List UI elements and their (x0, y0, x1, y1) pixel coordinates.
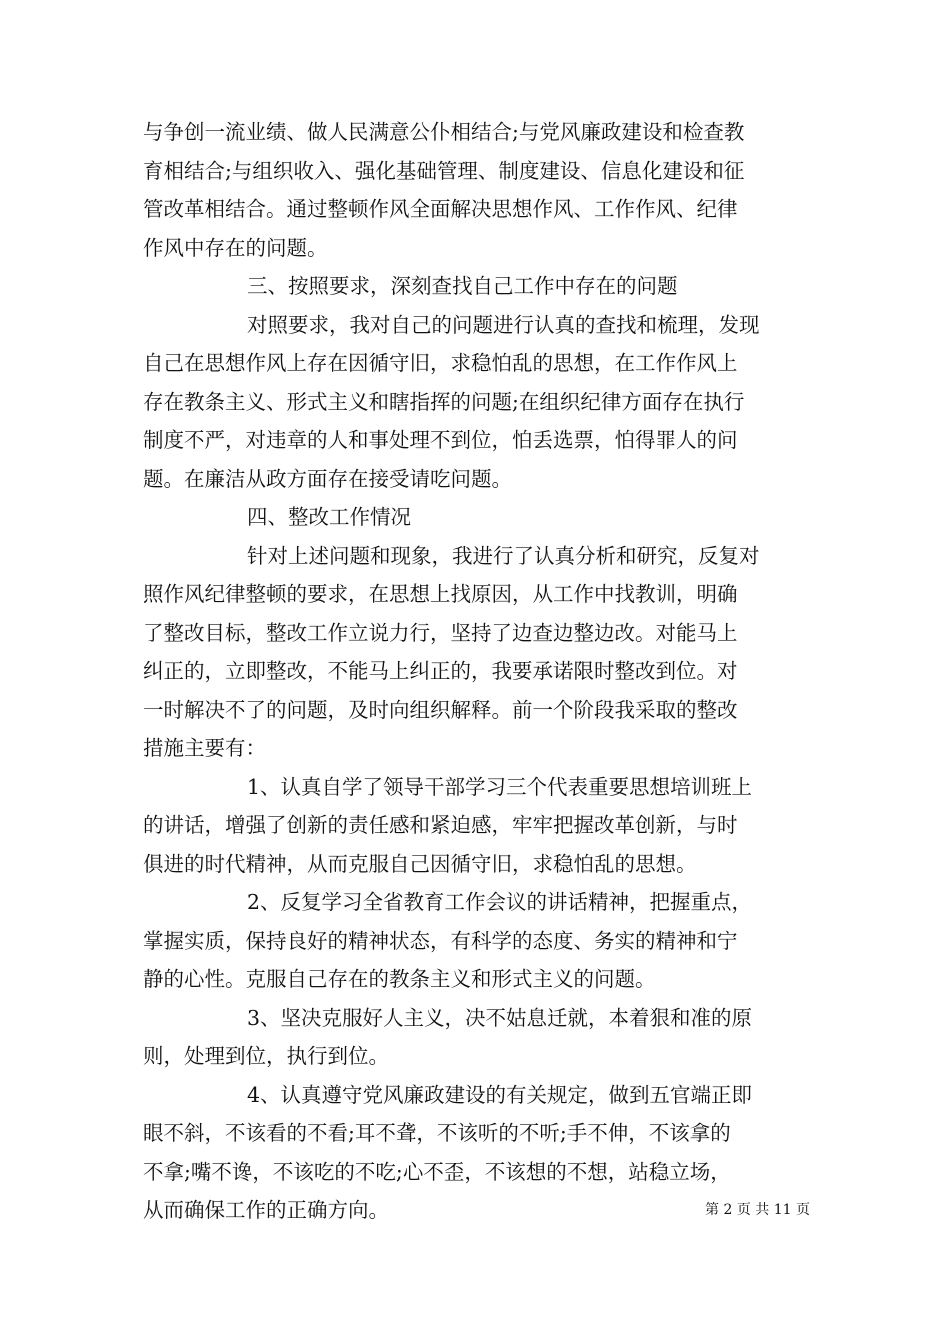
text-line: 照作风纪律整顿的要求，在思想上找原因，从工作中找教训，明确 (143, 582, 738, 606)
section-heading: 三、按照要求，深刻查找自己工作中存在的问题 (247, 274, 678, 298)
document-body (143, 113, 808, 1230)
text-line: 自己在思想作风上存在因循守旧，求稳怕乱的思想，在工作作风上 (143, 351, 738, 375)
section-heading: 四、整改工作情况 (247, 505, 411, 529)
list-item-start: 2、反复学习全省教育工作会议的讲话精神，把握重点， (247, 890, 753, 914)
text-line: 的讲话，增强了创新的责任感和紧迫感，牢牢把握改革创新，与时 (143, 813, 738, 837)
text-line: 制度不严，对违章的人和事处理不到位，怕丢选票，怕得罪人的问 (143, 428, 738, 452)
text-line: 措施主要有： (143, 736, 266, 760)
text-line: 题。在廉洁从政方面存在接受请吃问题。 (143, 466, 512, 491)
text-line: 作风中存在的问题。 (143, 235, 328, 260)
page-number: 第 2 页 共 11 页 (705, 1202, 810, 1218)
text-line: 与争创一流业绩、做人民满意公仆相结合;与党风廉政建设和检查教 (143, 120, 745, 144)
text-line: 俱进的时代精神，从而克服自己因循守旧，求稳怕乱的思想。 (143, 851, 697, 876)
text-line: 纠正的，立即整改，不能马上纠正的，我要承诺限时整改到位。对 (143, 659, 738, 683)
text-line: 存在教条主义、形式主义和瞎指挥的问题;在组织纪律方面存在执行 (143, 389, 745, 414)
list-item-start: 4、认真遵守党风廉政建设的有关规定，做到五官端正即 (247, 1082, 753, 1107)
text-line: 不拿;嘴不谗，不该吃的不吃;心不歪，不该想的不想，站稳立场， (143, 1159, 731, 1184)
text-line: 一时解决不了的问题，及时向组织解释。前一个阶段我采取的整改 (143, 697, 738, 722)
list-item-start: 3、坚决克服好人主义，决不姑息迁就，本着狠和准的原 (247, 1005, 753, 1030)
list-item-start: 1、认真自学了领导干部学习三个代表重要思想培训班上 (247, 774, 753, 799)
text-line: 从而确保工作的正确方向。 (143, 1198, 389, 1222)
text-line: 则，处理到位，执行到位。 (143, 1044, 389, 1068)
text-line: 育相结合;与组织收入、强化基础管理、制度建设、信息化建设和征 (143, 158, 745, 183)
text-line: 掌握实质，保持良好的精神状态，有科学的态度、务实的精神和宁 (143, 928, 738, 953)
paragraph-start: 针对上述问题和现象，我进行了认真分析和研究，反复对 (247, 543, 760, 568)
text-line: 了整改目标，整改工作立说力行，坚持了边查边整边改。对能马上 (143, 620, 738, 645)
text-line: 管改革相结合。通过整顿作风全面解决思想作风、工作作风、纪律 (143, 197, 738, 221)
paragraph-start: 对照要求，我对自己的问题进行认真的查找和梳理，发现 (247, 312, 760, 337)
text-line: 眼不斜，不该看的不看;耳不聋，不该听的不听;手不伸，不该拿的 (143, 1121, 731, 1145)
text-line: 静的心性。克服自己存在的教条主义和形式主义的问题。 (143, 967, 656, 991)
